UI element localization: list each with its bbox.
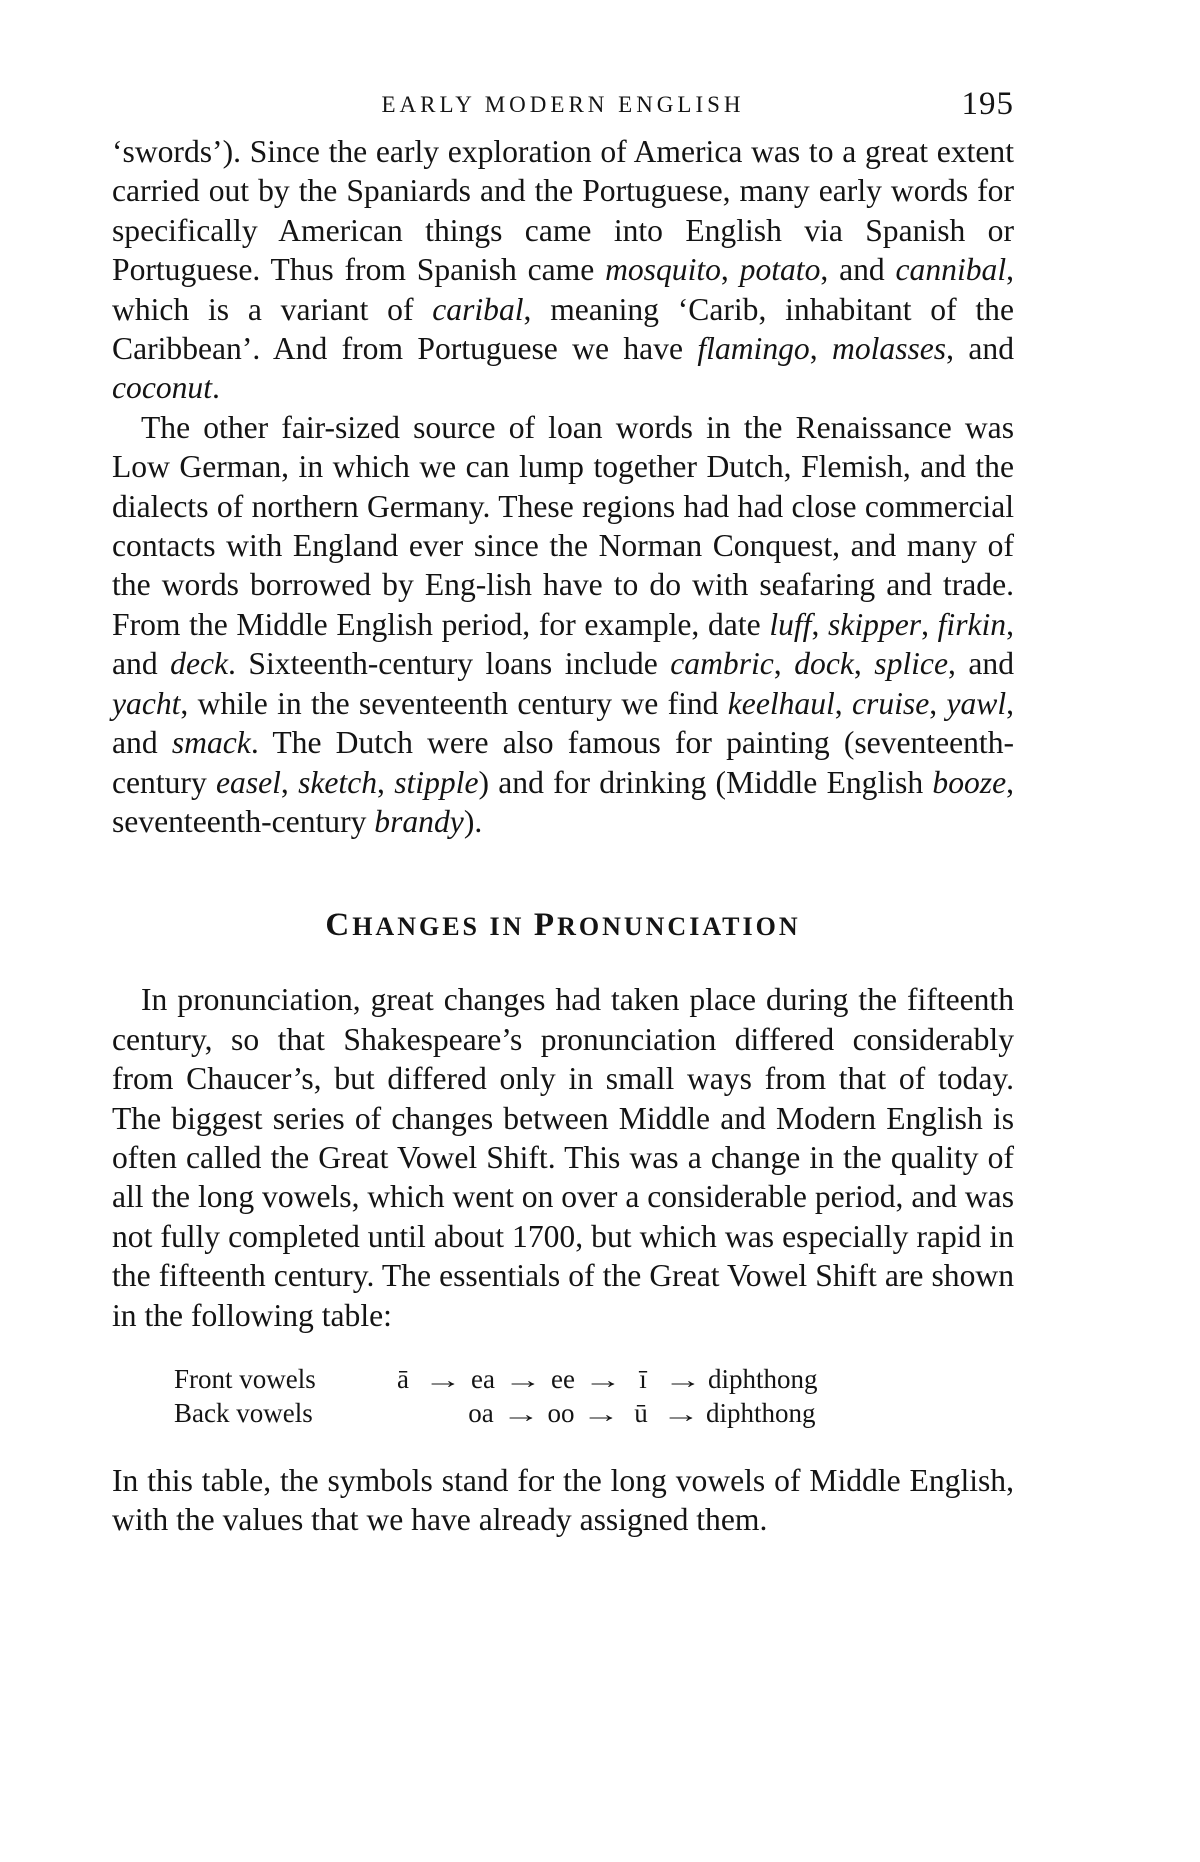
text-run: ) and for drinking (Middle English <box>478 764 933 800</box>
heading-initial-p: P <box>533 907 558 944</box>
vowel-oo: oo <box>547 1397 575 1428</box>
text-run: , <box>929 685 947 721</box>
vowel-i-long: ī <box>639 1363 647 1394</box>
front-vowels-sequence <box>388 1363 818 1397</box>
paragraph-low-german-loans <box>112 408 1014 841</box>
text-run: The other fair-sized source of loan words in the Renaissance was Low German, in which we can lump together Dutch, Flemish, and the dialects of northern Germany. These regions had had close commercial contacts with England ever since the Norman Conquest, and many of the words borrowed by Eng-lish have to do with seafaring and trade. From the Middle English period, for example, date <box>112 409 1014 642</box>
italic-loan-word: flamingo <box>697 331 810 367</box>
text-run: , <box>921 606 938 642</box>
vowel-ea: ea <box>471 1363 495 1394</box>
heading-initial-c: C <box>325 907 353 944</box>
italic-loan-word: splice <box>874 646 948 682</box>
text-run: , <box>834 685 853 721</box>
front-diphthong: diphthong <box>708 1363 818 1394</box>
italic-loan-word: easel <box>216 764 281 800</box>
italic-loan-word: coconut <box>112 370 213 406</box>
italic-loan-word: deck <box>170 646 229 682</box>
back-vowels-label: Back vowels <box>174 1397 313 1428</box>
text-run: , <box>809 331 832 367</box>
italic-loan-word: brandy <box>374 803 464 839</box>
running-head-title: EARLY MODERN ENGLISH <box>381 92 745 117</box>
paragraph-great-vowel-shift: In pronunciation, great changes had taken place during the fifteenth century, so that Shakespeare’s pronunciation differed considerably from Chaucer’s, but differed only in small ways from that of today. The biggest series of changes between Middle and Modern English is often called the Great Vowel Shift. This was a change in the quality of all the long vowels, which went on over a considerable period, and was not fully completed until about 1700, but which was especially rapid in the fifteenth century. The essentials of the Great Vowel Shift are shown in the following table: <box>112 982 1014 1333</box>
arrow-right-icon: → <box>423 1367 463 1394</box>
text-run: , which is a variant of <box>112 252 1015 327</box>
arrow-right-icon: → <box>583 1367 623 1394</box>
italic-loan-word: sketch <box>298 764 378 800</box>
italic-loan-word: luff <box>769 606 812 642</box>
back-vowels-sequence <box>388 1397 816 1431</box>
arrow-right-icon: → <box>503 1367 543 1394</box>
arrow-right-icon: → <box>663 1367 703 1394</box>
text-run: , meaning ‘Carib, inhabitant of the Caribbean’. And from Portuguese we have <box>112 291 1014 367</box>
italic-loan-word: stipple <box>394 764 479 800</box>
text-run: , <box>853 646 875 682</box>
paragraph-spanish-portuguese-loans <box>112 132 1014 408</box>
italic-loan-word: keelhaul <box>727 685 835 721</box>
vowel-u-long: ū <box>634 1397 648 1428</box>
text-run: , and <box>112 606 1015 682</box>
text-run: , <box>811 606 829 642</box>
running-head <box>112 86 1014 132</box>
italic-loan-word: cruise <box>852 685 930 721</box>
back-vowels-row <box>174 1397 1014 1431</box>
great-vowel-shift-table <box>174 1363 1014 1431</box>
vowel-oa: oa <box>468 1397 494 1428</box>
italic-loan-word: mosquito <box>605 252 721 288</box>
vowel-a-long: ā <box>397 1363 409 1394</box>
italic-loan-word: booze <box>932 764 1007 800</box>
text-run: . The Dutch were also famous for painting (seventeenth-century <box>112 725 1015 800</box>
italic-loan-word: molasses <box>832 331 947 367</box>
section-heading-changes-in-pronunciation <box>112 907 1014 944</box>
front-vowels-label: Front vowels <box>174 1363 316 1394</box>
front-vowels-row <box>174 1363 1014 1397</box>
heading-word-pronunciation: RONUNCIATION <box>557 912 801 942</box>
text-run: , while in the seventeenth century we find <box>180 685 728 721</box>
arrow-right-icon: → <box>581 1401 621 1428</box>
text-run: , <box>773 646 795 682</box>
italic-loan-word: smack <box>171 725 251 761</box>
text-run: , and <box>112 685 1015 761</box>
italic-loan-word: firkin <box>937 606 1007 642</box>
arrow-right-icon: → <box>661 1401 701 1428</box>
text-run: , <box>720 252 740 288</box>
paragraph-table-explanation: In this table, the symbols stand for the long vowels of Middle English, with the values that we have already assigned them. <box>112 1462 1014 1538</box>
text-run: , and <box>946 331 1014 367</box>
arrow-right-icon: → <box>501 1401 541 1428</box>
italic-loan-word: caribal <box>432 291 524 327</box>
page-number: 195 <box>961 86 1014 122</box>
italic-loan-word: yawl <box>946 685 1007 721</box>
text-run: ). <box>463 803 483 839</box>
text-run: , and <box>820 252 896 288</box>
text-run: . <box>212 370 220 406</box>
text-run: . Sixteenth-century loans include <box>228 646 671 682</box>
text-run: , <box>377 764 395 800</box>
text-run: , seventeenth-century <box>112 764 1015 839</box>
text-run: , and <box>947 646 1015 682</box>
book-page <box>112 86 1014 1540</box>
italic-loan-word: cannibal <box>895 252 1007 288</box>
text-run: , <box>280 764 299 800</box>
italic-loan-word: yacht <box>112 685 181 721</box>
italic-loan-word: dock <box>794 646 854 682</box>
heading-word-changes: HANGES <box>352 912 481 942</box>
vowel-ee: ee <box>551 1363 575 1394</box>
italic-loan-word: cambric <box>670 646 774 682</box>
back-diphthong: diphthong <box>706 1397 816 1428</box>
italic-loan-word: potato <box>739 252 821 288</box>
heading-word-in: IN <box>489 912 525 942</box>
italic-loan-word: skipper <box>828 606 922 642</box>
text-run: ‘swords’). Since the early exploration of America was to a great extent carried out by the Spaniards and the Portuguese, many early words for specifically American things came into English via Spanish or Portuguese. Thus from Spanish came <box>112 134 1014 288</box>
